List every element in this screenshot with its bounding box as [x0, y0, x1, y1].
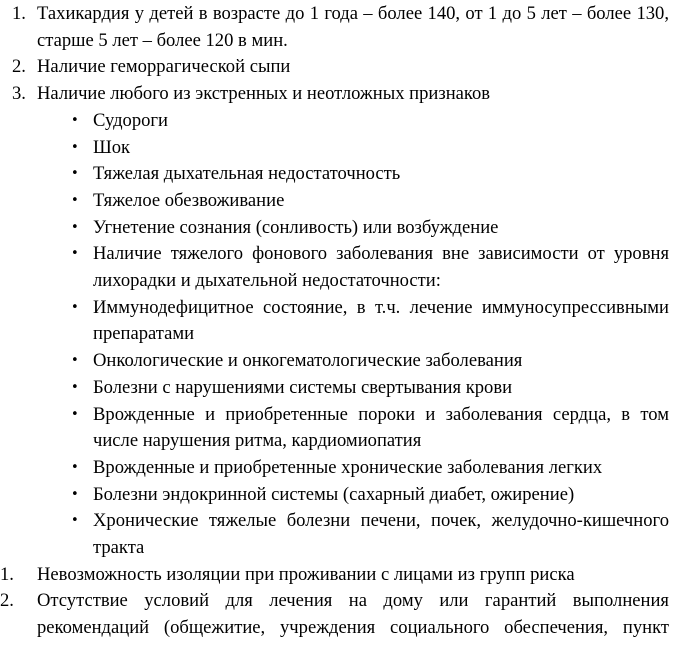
bullet-icon: •	[71, 406, 79, 422]
bullet-icon: •	[71, 459, 79, 475]
list-item-text: Невозможность изоляции при проживании с лицами из групп риска	[37, 563, 575, 585]
bullet-icon: •	[71, 166, 79, 182]
bullet-text: Тяжелая дыхательная недостаточность	[93, 163, 401, 185]
bullet-item	[0, 375, 685, 402]
bullet-item	[0, 348, 685, 375]
bullet-item	[0, 295, 685, 348]
bullet-item	[0, 241, 685, 294]
bullet-item	[0, 108, 685, 135]
bullet-icon: •	[71, 112, 79, 128]
bullet-icon: •	[71, 353, 79, 369]
bullet-item	[0, 188, 685, 215]
bullet-icon: •	[71, 192, 79, 208]
bullet-text: Онкологические и онкогематологические заболевания	[93, 350, 523, 372]
bullet-text: Болезни эндокринной системы (сахарный диабет, ожирение)	[93, 483, 575, 505]
bullet-text: Судороги	[93, 109, 168, 131]
bullet-icon: •	[71, 513, 79, 529]
document-page	[0, 1, 685, 642]
bullet-text: Иммунодефицитное состояние, в т.ч. лечение иммуносупрессивными препаратами	[93, 296, 669, 345]
bullet-item	[0, 161, 685, 188]
bullet-item	[0, 455, 685, 482]
bullet-icon: •	[71, 246, 79, 262]
bullet-text: Врожденные и приобретенные пороки и заболевания сердца, в том числе нарушения ритма, кардиомиопатия	[93, 403, 669, 452]
bullet-item	[0, 508, 685, 561]
bullet-item	[0, 482, 685, 509]
bullet-text: Наличие тяжелого фонового заболевания вне зависимости от уровня лихорадки и дыхательной недостаточности:	[93, 243, 669, 292]
bullet-item	[0, 215, 685, 242]
bullet-icon: •	[71, 379, 79, 395]
list-number: 1.	[0, 563, 14, 585]
numbered-item	[0, 1, 685, 54]
list-number: 3.	[12, 83, 26, 105]
bullet-text: Угнетение сознания (сонливость) или возбуждение	[93, 216, 499, 238]
numbered-item	[0, 54, 685, 81]
numbered-item	[0, 81, 685, 108]
bullet-item	[0, 135, 685, 162]
bullet-icon: •	[71, 139, 79, 155]
bullet-text: Хронические тяжелые болезни печени, почек, желудочно-кишечного тракта	[93, 510, 669, 559]
bullet-text: Врожденные и приобретенные хронические заболевания легких	[93, 456, 603, 478]
list-number: 2.	[0, 590, 14, 612]
bullet-icon: •	[71, 299, 79, 315]
bullet-text: Тяжелое обезвоживание	[93, 189, 285, 211]
list-item-text: Отсутствие условий для лечения на дому или гарантий выполнения рекомендаций (общежитие, учреждения социального обеспечения, пункт	[37, 590, 669, 639]
bullet-text: Шок	[93, 136, 131, 158]
list-number: 2.	[12, 56, 26, 78]
bullet-item	[0, 402, 685, 455]
bullet-text: Болезни с нарушениями системы свертывания крови	[93, 376, 513, 398]
list-item-text: Наличие любого из экстренных и неотложных признаков	[37, 83, 491, 105]
list-item-text: Тахикардия у детей в возрасте до 1 года – более 140, от 1 до 5 лет – более 130, старше 5 лет – более 120 в мин.	[37, 3, 669, 51]
list-item-text: Наличие геморрагической сыпи	[37, 56, 291, 78]
bullet-icon: •	[71, 486, 79, 502]
numbered-item	[0, 588, 685, 641]
list-number: 1.	[12, 3, 26, 24]
bullet-icon: •	[71, 219, 79, 235]
numbered-item	[0, 562, 685, 589]
